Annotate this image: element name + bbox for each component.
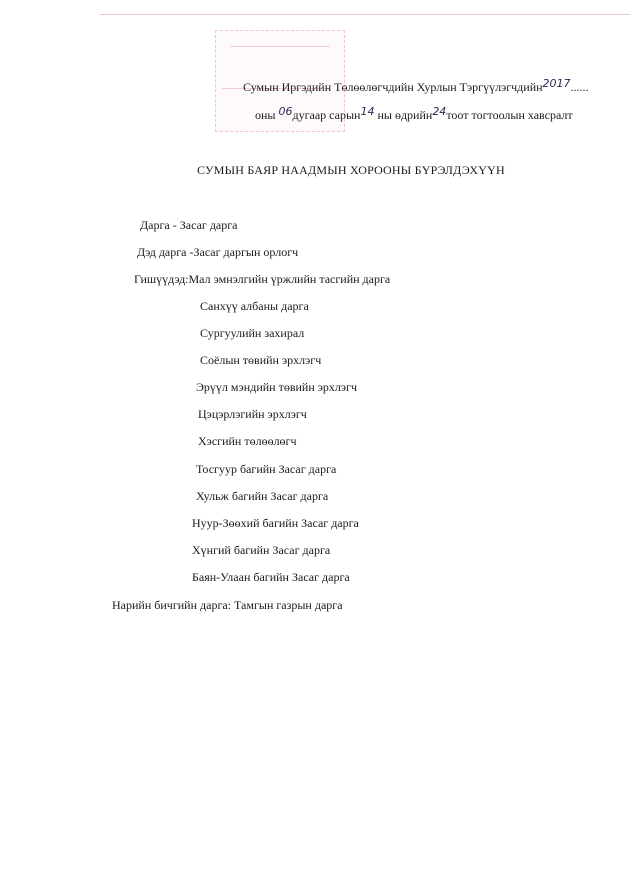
secretary-line: Нарийн бичгийн дарга: Тамгын газрын дарга xyxy=(112,598,343,612)
members-label-line: Гишүүдэд:Мал эмнэлгийн үржлийн тасгийн дарга xyxy=(134,272,391,286)
handwritten-year: 2017 xyxy=(542,77,571,90)
header-text: тоот тогтоолын хавсралт xyxy=(446,108,573,122)
handwritten-day: 14 xyxy=(360,105,375,118)
handwritten-month: 06 xyxy=(278,105,293,118)
member-item: Тосгуур багийн Засаг дарга xyxy=(196,462,337,476)
member-item: Соёлын төвийн эрхлэгч xyxy=(200,353,322,367)
header-line-1 xyxy=(243,77,589,95)
header-text: дугаар сарын xyxy=(292,108,361,122)
member-item: Цэцэрлэгийн эрхлэгч xyxy=(198,407,307,421)
header-text: оны xyxy=(255,108,276,122)
scan-edge-line xyxy=(100,14,630,15)
handwritten-number: 24 xyxy=(432,105,447,118)
member-item: Баян-Улаан багийн Засаг дарга xyxy=(192,570,350,584)
header-text: ны өдрийн xyxy=(377,108,433,122)
header-text: Сумын Иргэдийн Төлөөлөгчдийн Хурлын Тэргүүлэгчдийн xyxy=(243,80,543,94)
member-item: Санхүү албаны дарга xyxy=(200,299,309,313)
member-item: Хульж багийн Засаг дарга xyxy=(196,489,329,503)
member-item: Сургуулийн захирал xyxy=(200,326,305,340)
vice-chair-line: Дэд дарга -Засаг даргын орлогч xyxy=(137,245,299,259)
chair-line: Дарга - Засаг дарга xyxy=(140,218,238,232)
member-item: Нуур-Зөөхий багийн Засаг дарга xyxy=(192,516,359,530)
document-title: СУМЫН БАЯР НААДМЫН ХОРООНЫ БҮРЭЛДЭХҮҮН xyxy=(197,163,505,177)
member-item: Эрүүл мэндийн төвийн эрхлэгч xyxy=(196,380,358,394)
member-item: Хүнгий багийн Засаг дарга xyxy=(192,543,331,557)
member-item: Хэсгийн төлөөлөгч xyxy=(198,434,297,448)
header-line-2 xyxy=(255,105,573,123)
stamp-mark xyxy=(230,46,330,47)
header-dots: ...... xyxy=(570,80,589,94)
